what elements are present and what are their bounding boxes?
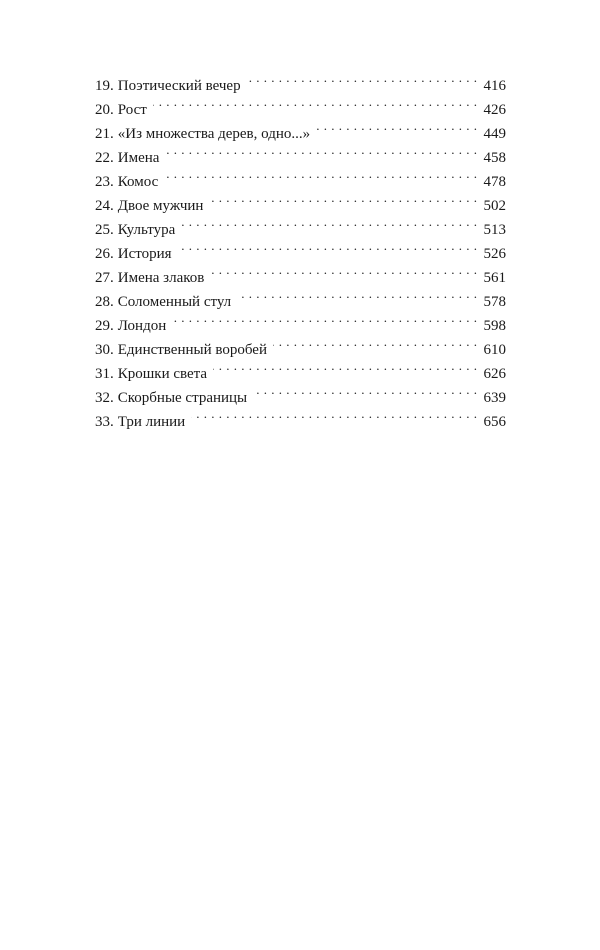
toc-entry-title: Двое мужчин <box>117 198 204 214</box>
toc-dot-leader <box>153 90 478 114</box>
toc-dot-leader <box>181 210 477 234</box>
toc-entry <box>95 90 506 118</box>
toc-entry-title: Комос <box>117 174 159 190</box>
toc-entry-number: 24. <box>95 198 114 214</box>
table-of-contents <box>95 66 506 430</box>
toc-dot-leader <box>247 66 478 90</box>
toc-dot-leader <box>316 114 477 138</box>
toc-entry-page: 426 <box>483 102 506 118</box>
toc-entry-title: Поэтический вечер <box>117 78 241 94</box>
toc-entry-number: 28. <box>95 294 114 310</box>
toc-entry-title: История <box>117 246 172 262</box>
toc-dot-leader <box>178 234 478 258</box>
toc-entry-page: 513 <box>483 222 506 238</box>
toc-entry <box>95 66 506 94</box>
toc-entry-number: 29. <box>95 318 114 334</box>
toc-entry-page: 478 <box>483 174 506 190</box>
toc-entry-page: 598 <box>483 318 506 334</box>
toc-entry-number: 20. <box>95 102 114 118</box>
toc-dot-leader <box>165 138 477 162</box>
toc-entry-number: 22. <box>95 150 114 166</box>
toc-entry-page: 416 <box>483 78 506 94</box>
toc-entry-title: Лондон <box>117 318 167 334</box>
toc-entry-title: Скорбные страницы <box>117 390 248 406</box>
toc-entry-title: Имена злаков <box>117 270 205 286</box>
toc-dot-leader <box>213 354 477 378</box>
toc-entry-title: Три линии <box>117 414 186 430</box>
toc-entry-page: 458 <box>483 150 506 166</box>
toc-entry-number: 26. <box>95 246 114 262</box>
toc-entry-page: 526 <box>483 246 506 262</box>
toc-dot-leader <box>164 162 477 186</box>
toc-dot-leader <box>253 378 477 402</box>
toc-entry-page: 656 <box>483 414 506 430</box>
toc-dot-leader <box>210 258 477 282</box>
toc-dot-leader <box>172 306 477 330</box>
toc-entry-title: Культура <box>117 222 176 238</box>
toc-dot-leader <box>273 330 478 354</box>
toc-entry-page: 610 <box>483 342 506 358</box>
toc-entry-number: 33. <box>95 414 114 430</box>
toc-entry-number: 19. <box>95 78 114 94</box>
toc-entry-number: 27. <box>95 270 114 286</box>
toc-entry-page: 449 <box>483 126 506 142</box>
toc-entry-number: 31. <box>95 366 114 382</box>
toc-entry-number: 25. <box>95 222 114 238</box>
toc-entry <box>95 114 506 142</box>
toc-entry-title: Крошки света <box>117 366 208 382</box>
toc-entry-page: 502 <box>483 198 506 214</box>
toc-entry-number: 23. <box>95 174 114 190</box>
toc-entry-title: Соломенный стул <box>117 294 232 310</box>
toc-entry-page: 626 <box>483 366 506 382</box>
toc-dot-leader <box>209 186 477 210</box>
toc-entry-number: 32. <box>95 390 114 406</box>
toc-entry-page: 639 <box>483 390 506 406</box>
toc-entry-title: Имена <box>117 150 160 166</box>
toc-entry-page: 561 <box>483 270 506 286</box>
toc-entry-number: 21. <box>95 126 114 142</box>
toc-entry-number: 30. <box>95 342 114 358</box>
toc-entry-title: Рост <box>117 102 147 118</box>
toc-dot-leader <box>237 282 477 306</box>
toc-entry-title: Единственный воробей <box>117 342 267 358</box>
toc-dot-leader <box>191 402 477 426</box>
toc-entry-title: «Из множества дерев, одно...» <box>117 126 311 142</box>
toc-entry-page: 578 <box>483 294 506 310</box>
